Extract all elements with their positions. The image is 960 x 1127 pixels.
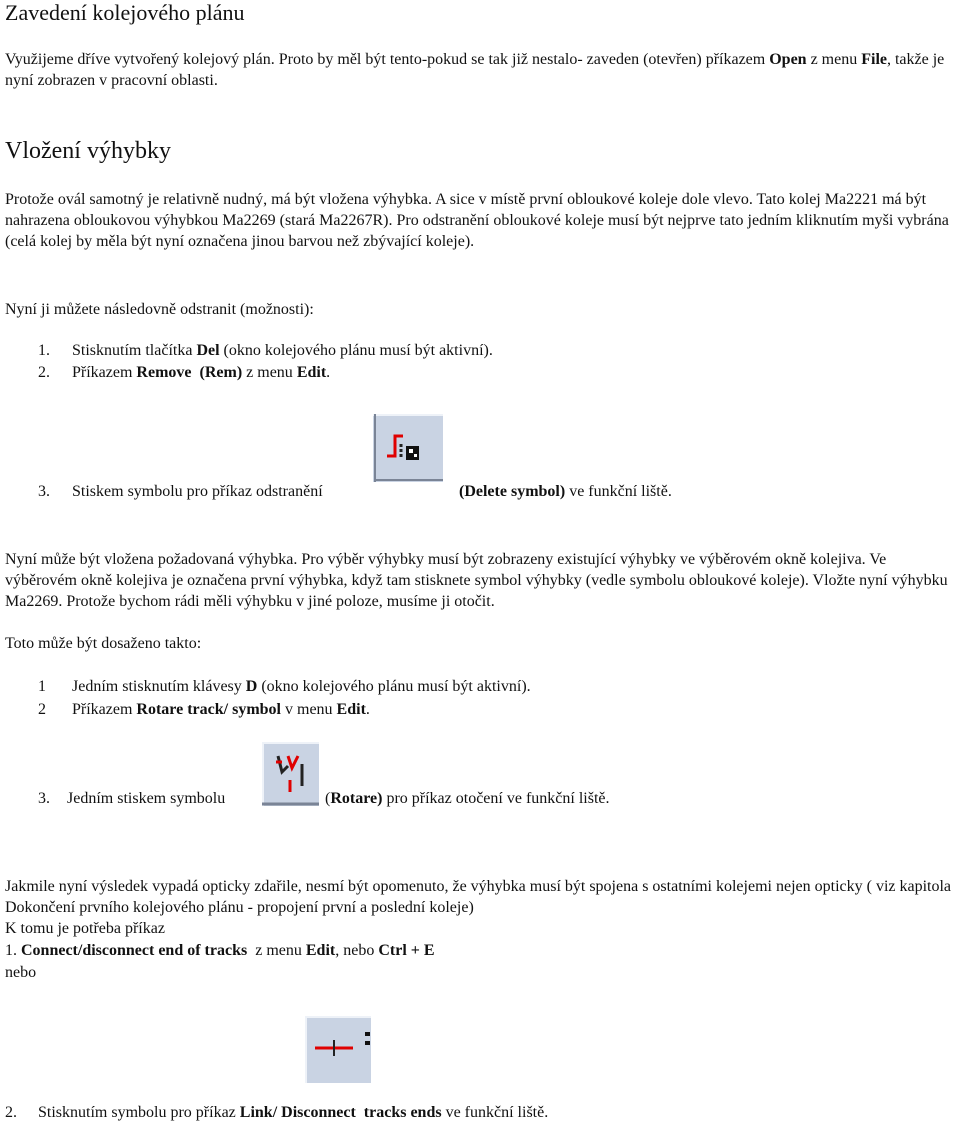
remove-option-3-label: (Delete symbol) ve funkční liště. (459, 483, 672, 500)
rotate-option-3: 3. Jedním stiskem symbolu (38, 790, 226, 807)
need-command-line: K tomu je potřeba příkaz (5, 920, 165, 937)
remove-option-3: 3. Stiskem symbolu pro příkaz odstranění (38, 483, 323, 500)
rotate-option-2: 2 Příkazem Rotare track/ symbol v menu Edit. (38, 701, 370, 718)
rotate-symbol-icon[interactable] (262, 742, 319, 806)
section-title: Vložení výhybky (5, 138, 171, 164)
link-disconnect-icon[interactable] (305, 1016, 371, 1083)
remove-options-intro: Nyní ji můžete následovně odstranit (možnosti): (5, 301, 314, 318)
remove-option-1: 1. Stisknutím tlačítka Del (okno kolejového plánu musí být aktivní). (38, 342, 493, 359)
turnout-paragraph: Protože ovál samotný je relativně nudný, má být vložena výhybka. A sice v místě první obloukové koleje dole vlevo. Tato kolej Ma2221 má být nahrazena obloukovou výhybkou Ma2269 (stará Ma2267R). Pro odstranění obloukové koleje musí být nejprve tato jedním kliknutím myši vybrána (celá kolej by měla být nyní označena jinou barvou než zbývající koleje). (5, 191, 949, 250)
intro-paragraph: Využijeme dříve vytvořený kolejový plán. Proto by měl být tento-pokud se tak již nestalo- zaveden (otevřen) příkazem Open z menu File, takže je nyní zobrazen v pracovní oblasti. (5, 51, 945, 89)
page-title: Zavedení kolejového plánu (5, 0, 245, 25)
connect-command: 1. Connect/disconnect end of tracks z menu Edit, nebo Ctrl + E (5, 942, 435, 959)
delete-symbol-icon[interactable] (373, 414, 443, 482)
or-text: nebo (5, 964, 37, 981)
rotate-intro: Toto může být dosaženo takto: (5, 635, 202, 652)
rotate-option-1: 1 Jedním stisknutím klávesy D (okno kolejového plánu musí být aktivní). (38, 678, 531, 695)
connect-paragraph: Jakmile nyní výsledek vypadá opticky zdařile, nesmí být opomenuto, že výhybka musí být spojena s ostatními kolejemi nejen opticky ( viz kapitola Dokončení prvního kolejového plánu - propojení první a poslední koleje) (5, 878, 952, 916)
turnout-insert-paragraph: Nyní může být vložena požadovaná výhybka. Pro výběr výhybky musí být zobrazeny existující výhybky ve výběrovém okně kolejiva. Ve výběrovém okně kolejiva je označena první výhybka, když tam stisknete symbol výhybky (vedle symbolu obloukové koleje). Vložte nyní výhybku Ma2269. Protože bychom rádi měli výhybku v jiné poloze, musíme ji otočit. (5, 551, 948, 610)
rotate-option-3-label: (Rotare) pro příkaz otočení ve funkční liště. (325, 790, 610, 807)
remove-option-2: 2. Příkazem Remove (Rem) z menu Edit. (38, 364, 331, 381)
link-disconnect-option: 2. Stisknutím symbolu pro příkaz Link/ Disconnect tracks ends ve funkční liště. (5, 1104, 549, 1121)
